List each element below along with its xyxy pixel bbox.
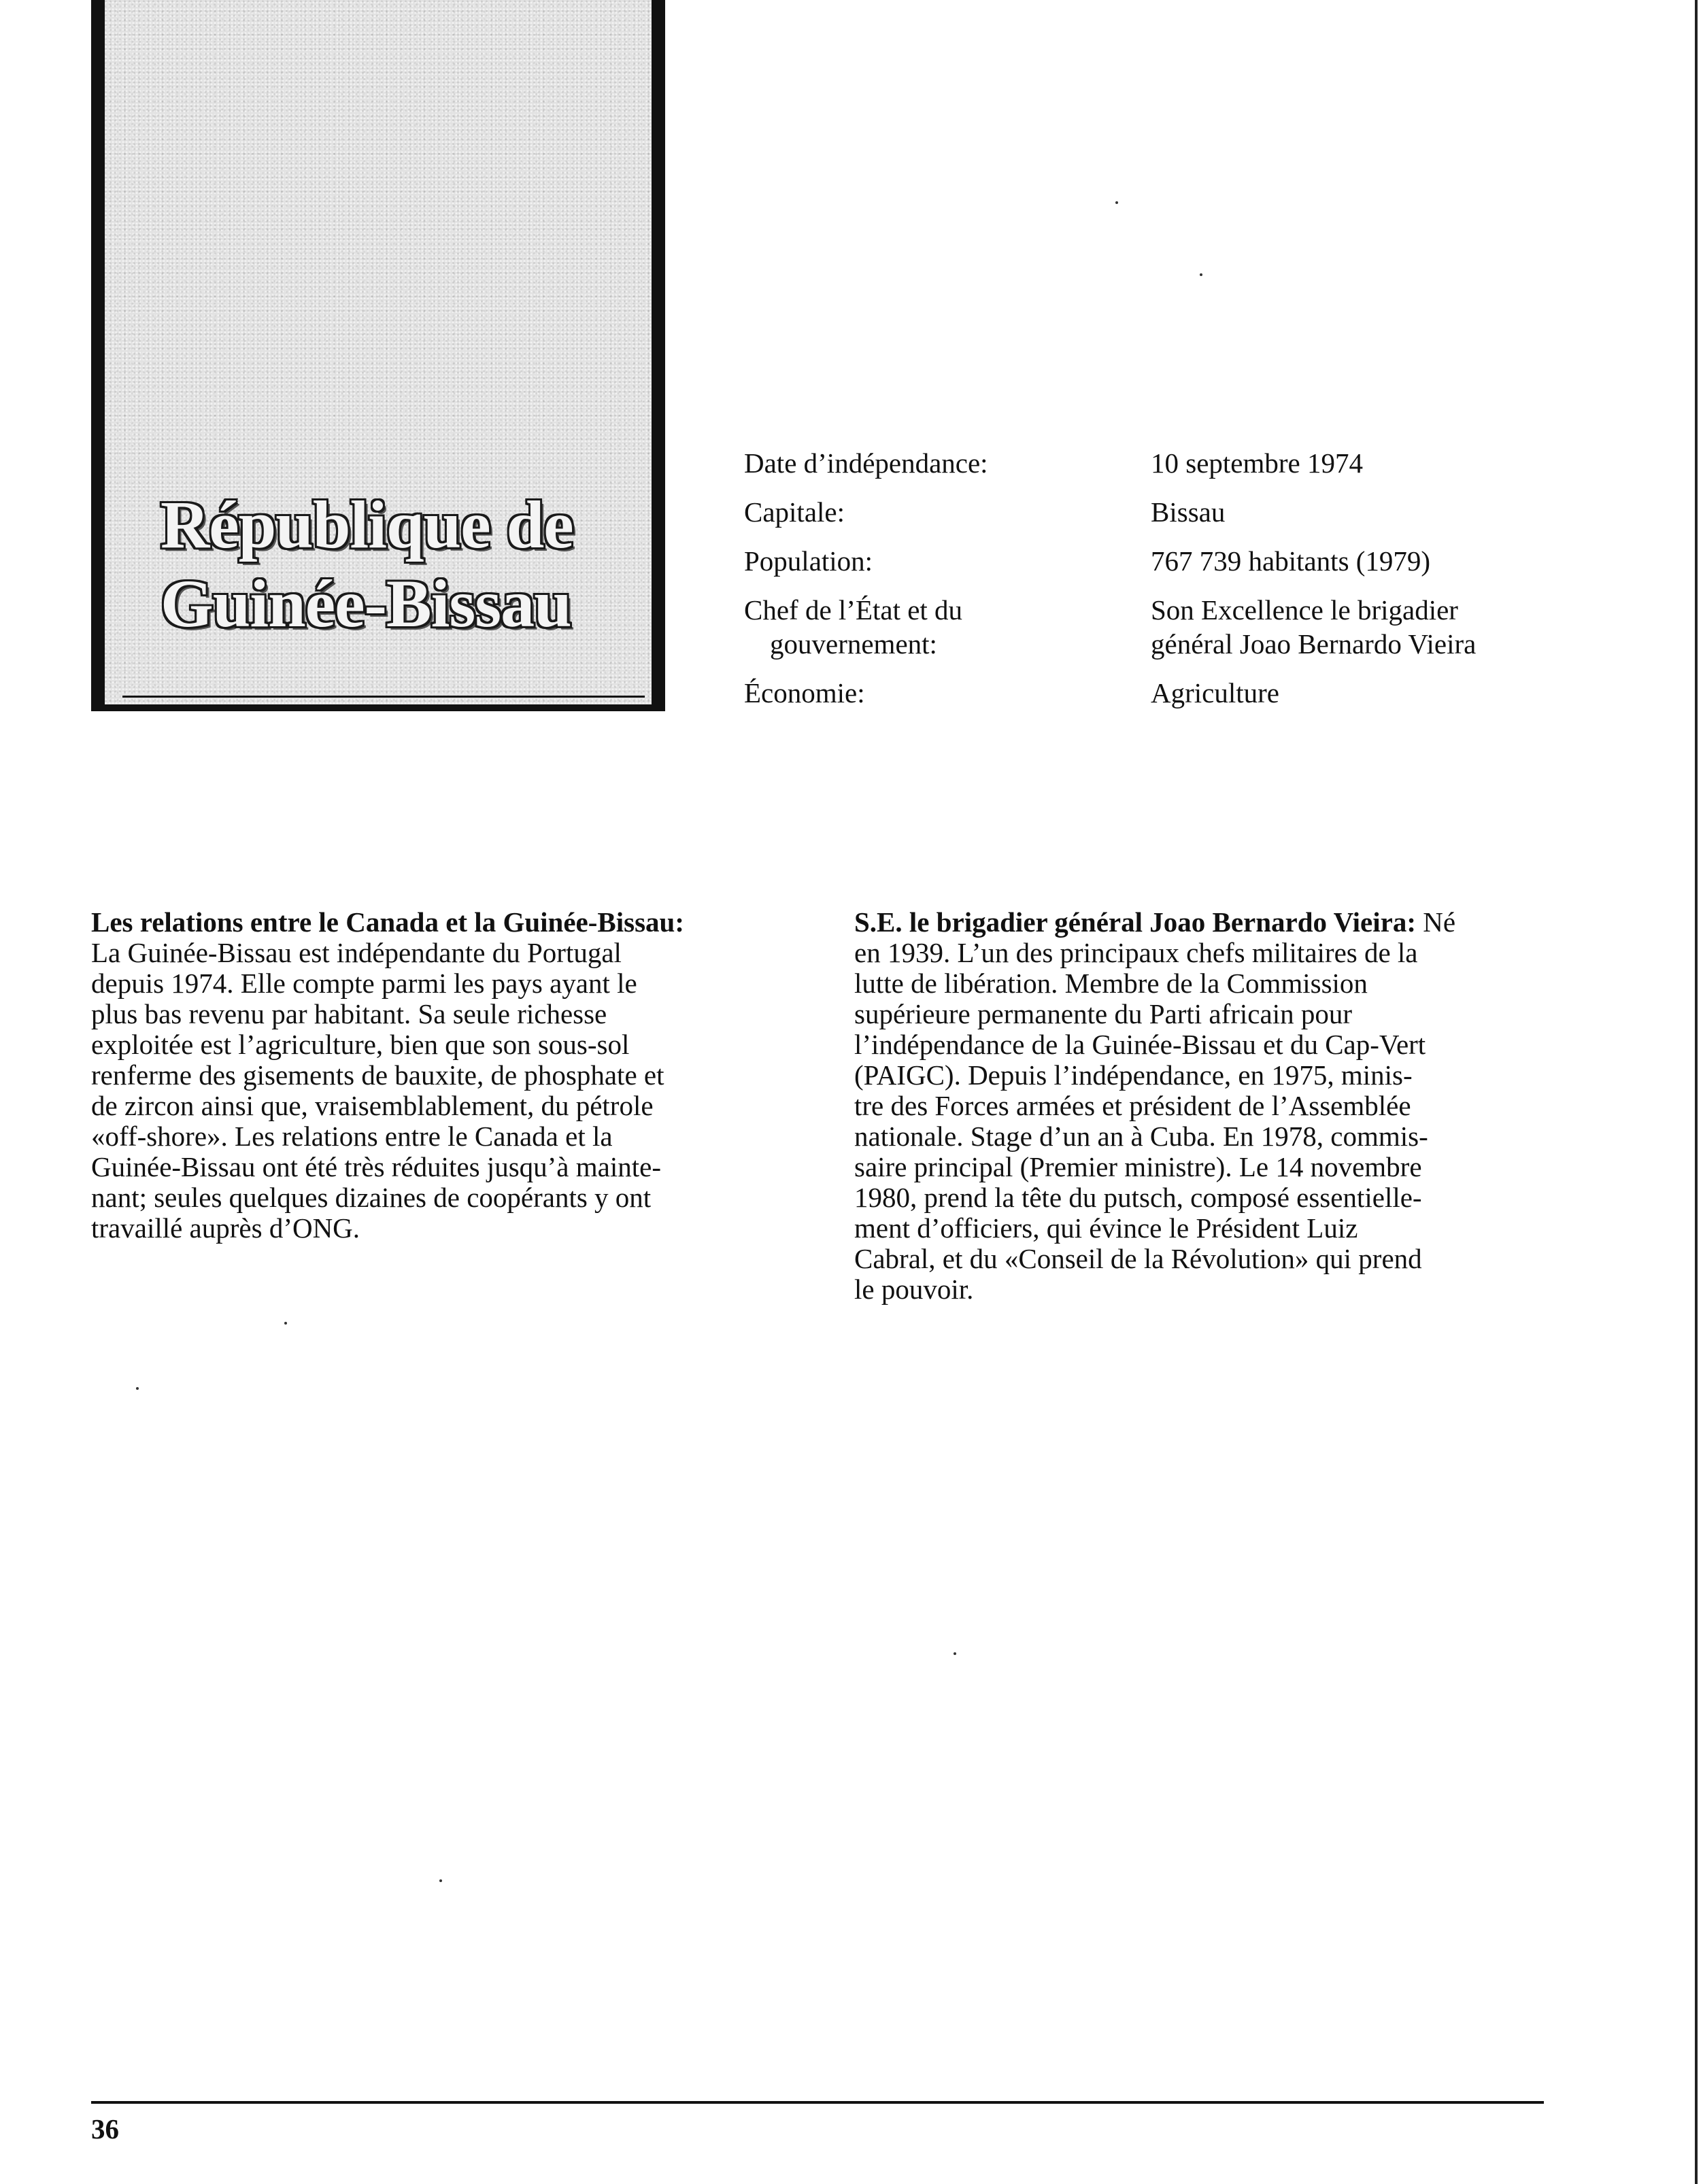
text-line: supérieure permanente du Parti africain pour xyxy=(854,998,1352,1029)
title-line-2: Guinée-Bissau xyxy=(161,566,571,641)
title-panel-rule xyxy=(122,696,645,698)
page-number: 36 xyxy=(91,2113,119,2145)
fact-value: Bissau xyxy=(1151,496,1226,528)
fact-label: Chef de l’État et du gouvernement: xyxy=(744,594,963,660)
text-line: depuis 1974. Elle compte parmi les pays ayant le xyxy=(91,968,637,999)
fact-label: Économie: xyxy=(744,677,865,709)
page-title xyxy=(161,485,664,643)
scan-speck xyxy=(439,1879,442,1882)
text-line: en 1939. L’un des principaux chefs militaires de la xyxy=(854,937,1418,968)
fact-row xyxy=(744,446,1628,480)
scan-speck xyxy=(136,1387,139,1390)
page-edge xyxy=(1695,0,1698,2184)
text-line: nationale. Stage d’un an à Cuba. En 1978, commis- xyxy=(854,1121,1428,1152)
text-line: ment d’officiers, qui évince le Président Luiz xyxy=(854,1212,1358,1244)
text-line: renferme des gisements de bauxite, de phosphate et xyxy=(91,1059,664,1091)
biography-heading: S.E. le brigadier général Joao Bernardo Vieira: xyxy=(854,906,1416,938)
text-line: La Guinée-Bissau est indépendante du Portugal xyxy=(91,937,622,968)
text-line: «off-shore». Les relations entre le Canada et la xyxy=(91,1121,613,1152)
country-facts xyxy=(744,446,1628,725)
fact-row xyxy=(744,593,1628,661)
fact-row xyxy=(744,676,1628,710)
text-line: Guinée-Bissau ont été très réduites jusqu’à mainte- xyxy=(91,1151,661,1182)
title-line-1: République de xyxy=(161,487,573,562)
text-line: saire principal (Premier ministre). Le 14 novembre xyxy=(854,1151,1422,1182)
fact-label: Capitale: xyxy=(744,496,845,528)
title-panel xyxy=(91,0,665,711)
fact-row xyxy=(744,495,1628,529)
relations-column xyxy=(91,907,764,1244)
scan-speck xyxy=(1200,273,1202,276)
text-line: de zircon ainsi que, vraisemblablement, du pétrole xyxy=(91,1090,654,1121)
text-line: tre des Forces armées et président de l’Assemblée xyxy=(854,1090,1411,1121)
text-line: exploitée est l’agriculture, bien que son sous-sol xyxy=(91,1029,630,1060)
scan-speck xyxy=(1115,201,1118,204)
text-line: lutte de libération. Membre de la Commission xyxy=(854,968,1368,999)
text-line: nant; seules quelques dizaines de coopérants y ont xyxy=(91,1182,652,1213)
relations-heading: Les relations entre le Canada et la Guinée-Bissau: xyxy=(91,906,684,938)
footer-rule xyxy=(91,2101,1544,2104)
text-line: Cabral, et du «Conseil de la Révolution» qui prend xyxy=(854,1243,1422,1274)
fact-row xyxy=(744,544,1628,578)
text-line: (PAIGC). Depuis l’indépendance, en 1975, minis- xyxy=(854,1059,1413,1091)
text-line: Né xyxy=(1416,906,1456,938)
scan-speck xyxy=(284,1322,287,1325)
text-line: l’indépendance de la Guinée-Bissau et du Cap-Vert xyxy=(854,1029,1426,1060)
fact-label: Date d’indépendance: xyxy=(744,447,988,479)
fact-value: 767 739 habitants (1979) xyxy=(1151,545,1431,577)
text-line: plus bas revenu par habitant. Sa seule richesse xyxy=(91,998,607,1029)
text-line: le pouvoir. xyxy=(854,1274,974,1305)
biography-column xyxy=(854,907,1541,1305)
scan-speck xyxy=(954,1652,956,1655)
text-line: travaillé auprès d’ONG. xyxy=(91,1212,360,1244)
fact-value: 10 septembre 1974 xyxy=(1151,447,1363,479)
text-line: 1980, prend la tête du putsch, composé essentielle- xyxy=(854,1182,1422,1213)
fact-label: Population: xyxy=(744,545,873,577)
fact-value: Son Excellence le brigadier général Joao Bernardo Vieira xyxy=(1151,594,1477,660)
fact-value: Agriculture xyxy=(1151,677,1279,709)
biography-first-line xyxy=(854,907,1541,938)
